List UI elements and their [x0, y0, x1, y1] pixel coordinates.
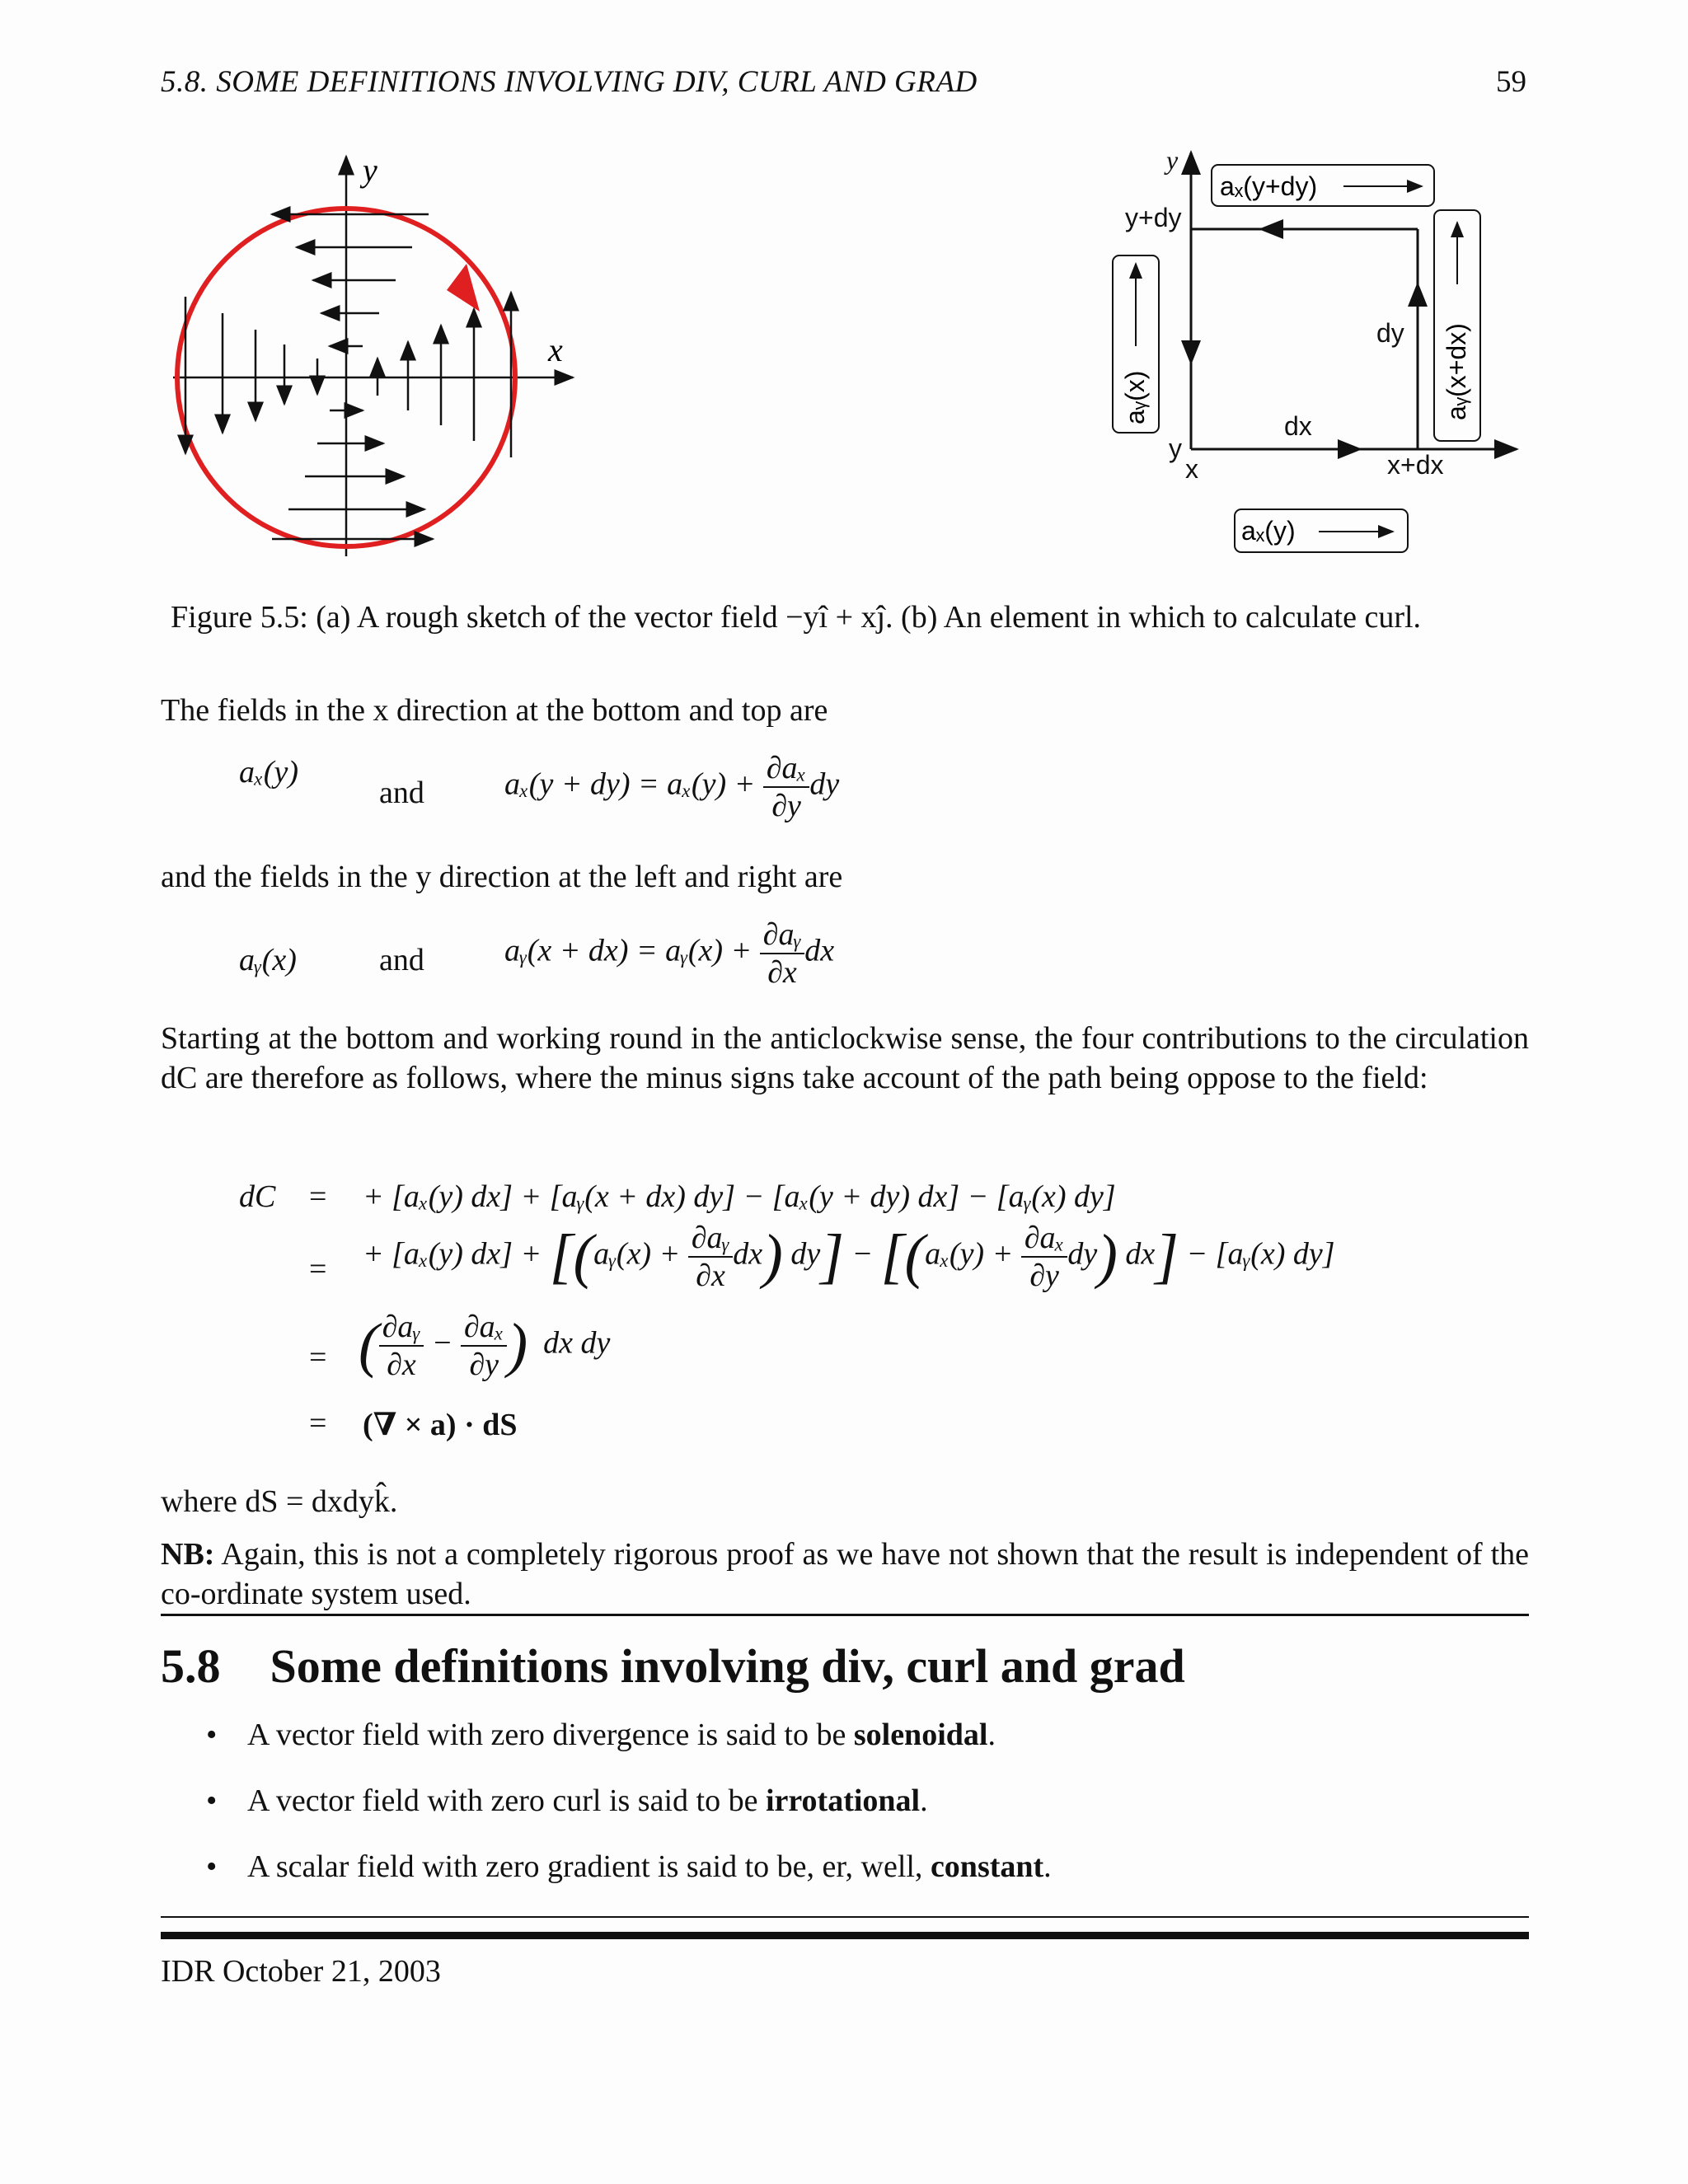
line2-frac2-den: ∂y — [1029, 1258, 1059, 1293]
align-eq-1: = — [309, 1179, 327, 1214]
figure-caption: Figure 5.5: (a) A rough sketch of the vector field −yî + xĵ. (b) An element in which to calculate curl. — [171, 600, 1422, 635]
eq2-den: ∂x — [767, 955, 797, 990]
section-heading — [161, 1638, 1185, 1694]
footer-text: IDR October 21, 2003 — [161, 1954, 441, 1989]
line2-frac2-num: ∂aₓ — [1021, 1220, 1068, 1258]
eq1-and: and — [379, 776, 424, 810]
label-dx: dx — [1284, 411, 1312, 441]
label-ax-bottom: aₓ(y) — [1241, 516, 1296, 546]
line3-minus: − — [431, 1325, 453, 1361]
nb-text: Again, this is not a completely rigorous proof as we have not shown that the result is independent of the co-ordinate system used. — [161, 1537, 1529, 1611]
line2-part-c: dx — [733, 1236, 763, 1272]
line3-frac1-num: ∂aᵧ — [379, 1309, 424, 1347]
eq1-fraction — [763, 750, 810, 824]
line3-frac1-den: ∂x — [387, 1347, 416, 1382]
line2-part-a: + [aₓ(y) dx] + — [363, 1236, 542, 1272]
label-ay-right: aᵧ(x+dx) — [1442, 323, 1471, 420]
align-line-1: + [aₓ(y) dx] + [aᵧ(x + dx) dy] − [aₓ(y + dy) dx] − [aᵧ(x) dy] — [363, 1179, 1116, 1214]
line3-frac2-num: ∂aₓ — [461, 1309, 508, 1347]
section-divider — [161, 1614, 1529, 1616]
line2-frac1-den: ∂x — [696, 1258, 725, 1293]
line2-part-d: dy — [790, 1236, 821, 1272]
eq1-left: aₓ(y) — [239, 755, 298, 790]
eq1-right-text: aₓ(y + dy) = aₓ(y) + — [504, 766, 756, 802]
align-line-4: (∇ × a) · dS — [363, 1408, 518, 1442]
axis-label-x: x — [548, 331, 563, 368]
align-lhs: dC — [239, 1179, 276, 1214]
bullet-3-text: A scalar field with zero gradient is said to be, er, well, — [247, 1849, 931, 1884]
list-item: • A vector field with zero divergence is said to be solenoidal. — [206, 1718, 996, 1752]
line3-tail: dx dy — [543, 1325, 611, 1361]
page-number: 59 — [1496, 65, 1526, 99]
list-item: • A vector field with zero curl is said to be irrotational. — [206, 1783, 928, 1818]
running-header: 5.8. SOME DEFINITIONS INVOLVING DIV, CURL AND GRAD — [161, 65, 978, 99]
bullet-3-term: constant — [930, 1849, 1044, 1884]
bullet-1-text: A vector field with zero divergence is said to be — [247, 1718, 854, 1752]
bullet-1-term: solenoidal — [853, 1718, 988, 1752]
align-eq-4: = — [309, 1406, 327, 1441]
equation-1 — [239, 754, 298, 790]
bullet-2-text: A vector field with zero curl is said to be — [247, 1783, 766, 1818]
label-dy: dy — [1376, 318, 1404, 348]
paragraph-4: where dS = dxdyk̂. — [161, 1484, 398, 1519]
label-y-plus-dy: y+dy — [1125, 203, 1182, 232]
label-y-bottom: y — [1169, 434, 1182, 463]
label-x-plus-dx: x+dx — [1387, 450, 1444, 480]
paragraph-1: The fields in the x direction at the bottom and top are — [161, 693, 828, 728]
section-title: Some definitions involving div, curl and grad — [270, 1639, 1185, 1693]
nb-paragraph — [161, 1535, 1529, 1614]
eq2-right-text: aᵧ(x + dx) = aᵧ(x) + — [504, 933, 753, 968]
paragraph-3: Starting at the bottom and working round in the anticlockwise sense, the four contributions to the circulation dC are therefore as follows, where the minus signs take account of the path being oppose to the field: — [161, 1021, 1529, 1095]
eq1-tail: dy — [809, 766, 840, 802]
label-ax-top: aₓ(y+dy) — [1220, 171, 1318, 201]
label-ay-left: aᵧ(x) — [1120, 370, 1150, 424]
line3-frac2-den: ∂y — [469, 1347, 499, 1382]
eq1-num: ∂aₓ — [763, 750, 810, 788]
eq1-den: ∂y — [771, 789, 801, 823]
line2-part-i: − [aᵧ(x) dy] — [1186, 1236, 1335, 1272]
line2-part-g: dy — [1067, 1236, 1098, 1272]
align-line-3: ( $\frac{\text{∂aᵧ}}{\partial x}$ − $\frac{\text{∂aₓ}}{\partial y}$ ) dx dy — [359, 1310, 611, 1382]
figure-curl-element — [1104, 140, 1533, 569]
eq2-num: ∂aᵧ — [760, 916, 805, 954]
eq1-right — [504, 750, 839, 824]
line2-part-b: aᵧ(x) + — [593, 1236, 681, 1272]
eq2-tail: dx — [804, 933, 835, 968]
align-eq-3: = — [309, 1340, 327, 1375]
bullet-1-end: . — [987, 1718, 996, 1752]
list-item: • A scalar field with zero gradient is said to be, er, well, constant. — [206, 1849, 1052, 1884]
bullet-3-end: . — [1043, 1849, 1052, 1884]
line2-part-e: − — [851, 1236, 874, 1272]
footer-rule-thick — [161, 1932, 1529, 1939]
axis-label-y: y — [363, 152, 377, 189]
bullet-2-end: . — [920, 1783, 928, 1818]
align-eq-2: = — [309, 1252, 327, 1286]
eq2-and: and — [379, 943, 424, 977]
line2-part-f: aₓ(y) + — [925, 1236, 1014, 1272]
eq2-fraction — [760, 916, 805, 991]
align-line-2: + [aₓ(y) dx] + [(aᵧ(x) + $\frac{\text{∂aᵧ}}{\partial x}$ dx) dy] − [(aₓ(y) + $\frac{\text{∂aₓ}}{\partial y}$ dy) dx] − [aᵧ(x) dy] — [363, 1221, 1335, 1293]
paragraph-2: and the fields in the y direction at the left and right are — [161, 860, 843, 894]
eq2-left: aᵧ(x) — [239, 943, 297, 977]
figure-vector-field — [157, 148, 585, 560]
eq2-right — [504, 916, 834, 991]
label-y-axis: y — [1166, 145, 1179, 175]
section-number: 5.8 — [161, 1639, 221, 1693]
line2-part-h: dx — [1125, 1236, 1156, 1272]
label-x-bottom: x — [1185, 454, 1198, 484]
nb-label: NB: — [161, 1537, 215, 1572]
footer-rule-thin — [161, 1916, 1529, 1918]
line2-frac1-num: ∂aᵧ — [688, 1220, 734, 1258]
bullet-2-term: irrotational — [765, 1783, 921, 1818]
